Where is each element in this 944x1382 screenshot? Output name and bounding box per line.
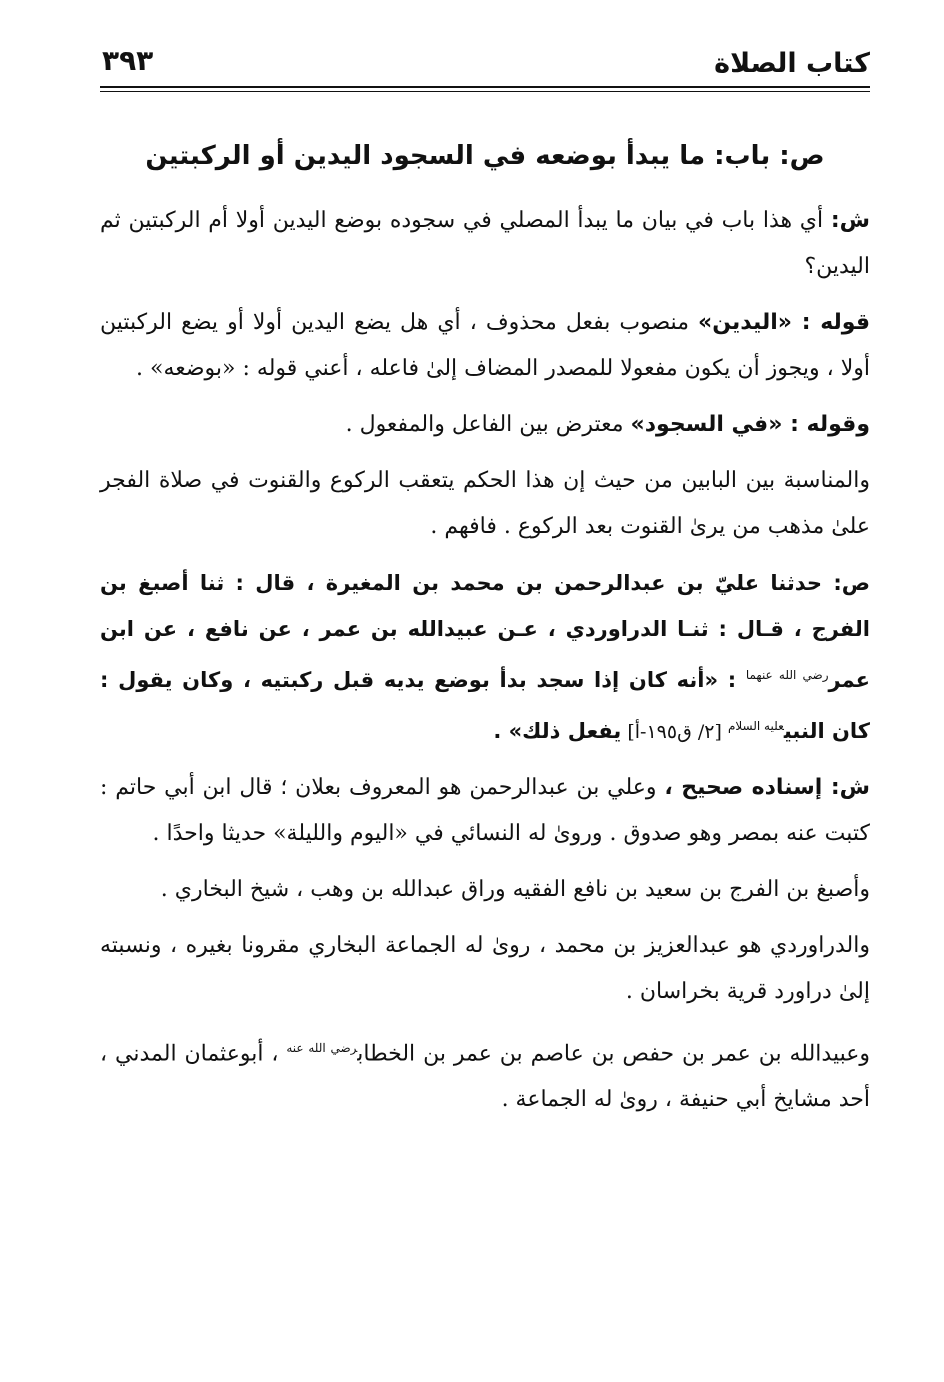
hadith-text [100,560,870,755]
commentary-ubaydullah [100,1025,870,1123]
paragraph-grammar-note [100,300,870,392]
paragraph-intro [100,198,870,290]
chapter-title: ص: باب: ما يبدأ بوضعه في السجود اليدين أو الركبتين [145,141,825,171]
commentary-asbagh [100,867,870,913]
paragraph-lead: وقوله : «في السجود» [630,412,870,437]
paragraph-lead: ش: إسناده صحيح ، [664,775,870,800]
paragraph-lead: قوله : «اليدين» [698,310,871,335]
paragraph-text: والدراوردي هو عبدالعزيز بن محمد ، روىٰ له الجماعة البخاري مقرونا بغيره ، ونسبته إلىٰ دراورد قرية بخراسان . [100,933,870,1004]
paragraph-text: والمناسبة بين البابين من حيث إن هذا الحكم يتعقب الركوع والقنوت في صلاة الفجر علىٰ مذهب من يرىٰ القنوت بعد الركوع . فافهم . [100,468,870,539]
honorific-glyph: رضي الله عنهما [745,668,829,682]
header-rule-thick [100,86,870,88]
hadith-matn: : «أنه كان إذا سجد بدأ بوضع يديه قبل ركبتيه ، وكان يقول : كان النبي [100,668,870,743]
paragraph-sujud-note [100,402,870,448]
paragraph-text: أي هذا باب في بيان ما يبدأ المصلي في سجوده بوضع اليدين أولا أم الركبتين ثم اليدين؟ [100,208,870,279]
page-number: ٣٩٣ [102,44,154,77]
paragraph-relevance [100,458,870,550]
honorific-glyph: رضي الله عنه [286,1041,358,1055]
honorific-glyph: عليه السلام [727,719,784,733]
book-title: كتاب الصلاة [714,48,870,79]
paragraph-text: وأصبغ بن الفرج بن سعيد بن نافع الفقيه وراق عبدالله بن وهب ، شيخ البخاري . [160,877,870,902]
book-page [100,36,870,1123]
commentary-isnad [100,765,870,857]
hadith-matn-end: يفعل ذلك» . [493,719,622,743]
running-header [100,36,870,86]
paragraph-text: معترض بين الفاعل والمفعول . [345,412,631,437]
header-rule-thin [100,91,870,92]
paragraph-text: منصوب بفعل محذوف ، أي هل يضع اليدين أولا أو يضع الركبتين أولا ، ويجوز أن يكون مفعولا للمصدر المضاف إلىٰ فاعله ، أعني قوله : «بوضعه» . [100,310,870,381]
paragraph-lead: ش: [830,208,870,233]
paragraph-tail: ، أبوعثمان المدني ، أحد مشايخ أبي حنيفة ، روىٰ له الجماعة . [100,1041,870,1113]
commentary-darawardi [100,923,870,1015]
paragraph-text: وعبيدالله بن عمر بن حفص بن عاصم بن عمر بن الخطاب [357,1041,870,1067]
manuscript-reference: [٢/ ق١٩٥-أ] [621,721,728,743]
paragraph-text: وعلي بن عبدالرحمن هو المعروف بعلان ؛ قال ابن أبي حاتم : كتبت عنه بمصر وهو صدوق . وروىٰ له النسائي في «اليوم والليلة» حديثا واحدًا . [100,775,870,846]
hadith-chain: ص: حدثنا عليّ بن عبدالرحمن بن محمد بن المغيرة ، قال : ثنا أصبغ بن الفرج ، قـال : ثنـا الدراوردي ، عـن عبيدالله بن عمر ، عن نافع ، عن ابن عمر [100,571,870,692]
